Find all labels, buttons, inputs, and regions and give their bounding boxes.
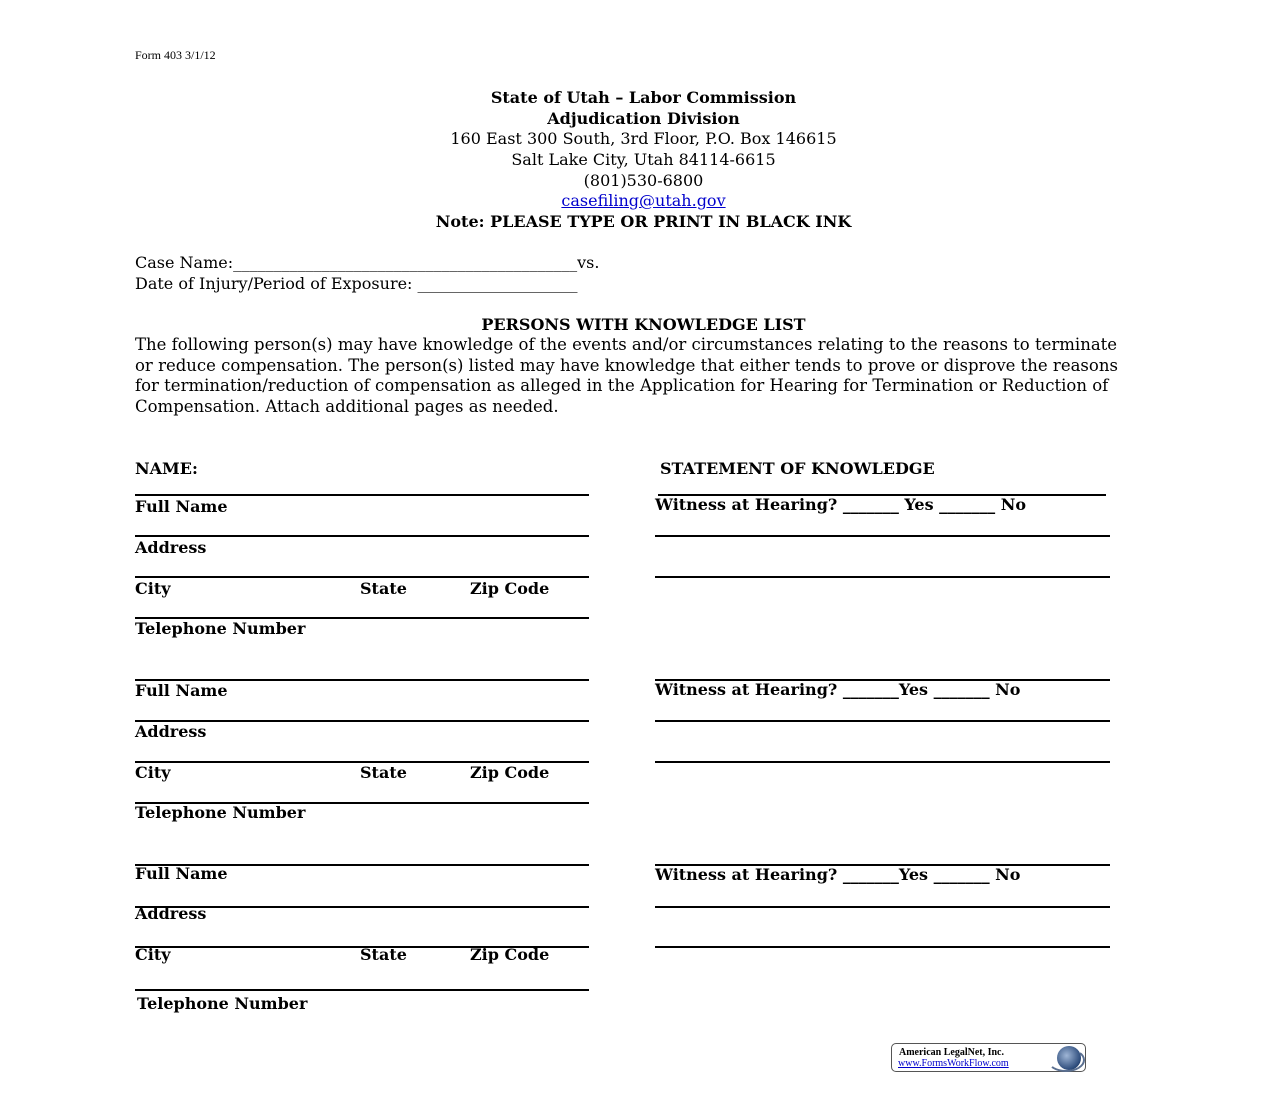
- address-label: Address: [135, 538, 207, 557]
- state-label: State: [360, 579, 407, 598]
- city-label: City: [135, 763, 171, 782]
- statement-line-2c[interactable]: [655, 761, 1110, 763]
- header-address: 160 East 300 South, 3rd Floor, P.O. Box 146615: [450, 129, 837, 148]
- statement-line-3b[interactable]: [655, 906, 1110, 908]
- full-name-label: Full Name: [135, 681, 228, 700]
- statement-line-1b[interactable]: [655, 535, 1110, 537]
- full-name-label: Full Name: [135, 497, 228, 516]
- header-phone: (801)530-6800: [583, 171, 704, 190]
- telephone-line-3[interactable]: [135, 989, 589, 991]
- state-label: State: [360, 763, 407, 782]
- address-label: Address: [135, 722, 207, 741]
- form-number: Form 403 3/1/12: [135, 48, 216, 62]
- zip-label: Zip Code: [470, 763, 550, 782]
- witness-at-hearing-2[interactable]: Witness at Hearing? _______Yes _______ No: [655, 680, 1021, 699]
- logo-company-name: American LegalNet, Inc.: [899, 1047, 1004, 1058]
- telephone-label: Telephone Number: [135, 619, 306, 638]
- zip-label: Zip Code: [470, 579, 550, 598]
- city-label: City: [135, 579, 171, 598]
- statement-column-header: STATEMENT OF KNOWLEDGE: [660, 459, 935, 478]
- swoosh-icon: [1047, 1048, 1085, 1072]
- email-link[interactable]: casefiling@utah.gov: [561, 191, 726, 210]
- american-legalnet-logo[interactable]: [891, 1043, 1086, 1072]
- statement-line-3c[interactable]: [655, 946, 1110, 948]
- full-name-line-1[interactable]: [135, 494, 589, 496]
- address-line-1[interactable]: [135, 535, 589, 537]
- case-name-field[interactable]: ___________________________________________: [233, 253, 578, 272]
- statement-line-1c[interactable]: [655, 576, 1110, 578]
- full-name-label: Full Name: [135, 864, 228, 883]
- case-name-label: Case Name:: [135, 253, 234, 272]
- city-label: City: [135, 945, 171, 964]
- logo-url-link[interactable]: www.FormsWorkFlow.com: [898, 1058, 1009, 1069]
- witness-at-hearing-3[interactable]: Witness at Hearing? _______Yes _______ No: [655, 865, 1021, 884]
- witness-at-hearing-1[interactable]: Witness at Hearing? _______ Yes _______ No: [655, 495, 1027, 514]
- case-name-row: [135, 253, 599, 272]
- address-label: Address: [135, 904, 207, 923]
- vs-label: vs.: [577, 253, 600, 272]
- telephone-label: Telephone Number: [135, 803, 306, 822]
- statement-line-2b[interactable]: [655, 720, 1110, 722]
- telephone-label: Telephone Number: [137, 994, 308, 1013]
- header-division: Adjudication Division: [547, 109, 740, 128]
- zip-label: Zip Code: [470, 945, 550, 964]
- name-column-header: NAME:: [135, 459, 198, 478]
- section-title: PERSONS WITH KNOWLEDGE LIST: [481, 315, 806, 334]
- city-state-zip-line-1[interactable]: [135, 576, 589, 578]
- header-note: Note: PLEASE TYPE OR PRINT IN BLACK INK: [435, 212, 852, 231]
- state-label: State: [360, 945, 407, 964]
- date-of-injury-row: [135, 274, 578, 293]
- date-of-injury-field[interactable]: ____________________: [417, 274, 578, 293]
- header-city: Salt Lake City, Utah 84114-6615: [511, 150, 776, 169]
- date-of-injury-label: Date of Injury/Period of Exposure:: [135, 274, 413, 293]
- header-agency: State of Utah – Labor Commission: [490, 88, 797, 107]
- instructions-paragraph: The following person(s) may have knowledge of the events and/or circumstances relating to the reasons to terminate or reduce compensation. The person(s) listed may have knowledge that either tends to prove or disprove the reasons for termination/reduction of compensation as alleged in the Application for Hearing for Termination or Reduction of Compensation. Attach additional pages as needed.: [135, 335, 1118, 416]
